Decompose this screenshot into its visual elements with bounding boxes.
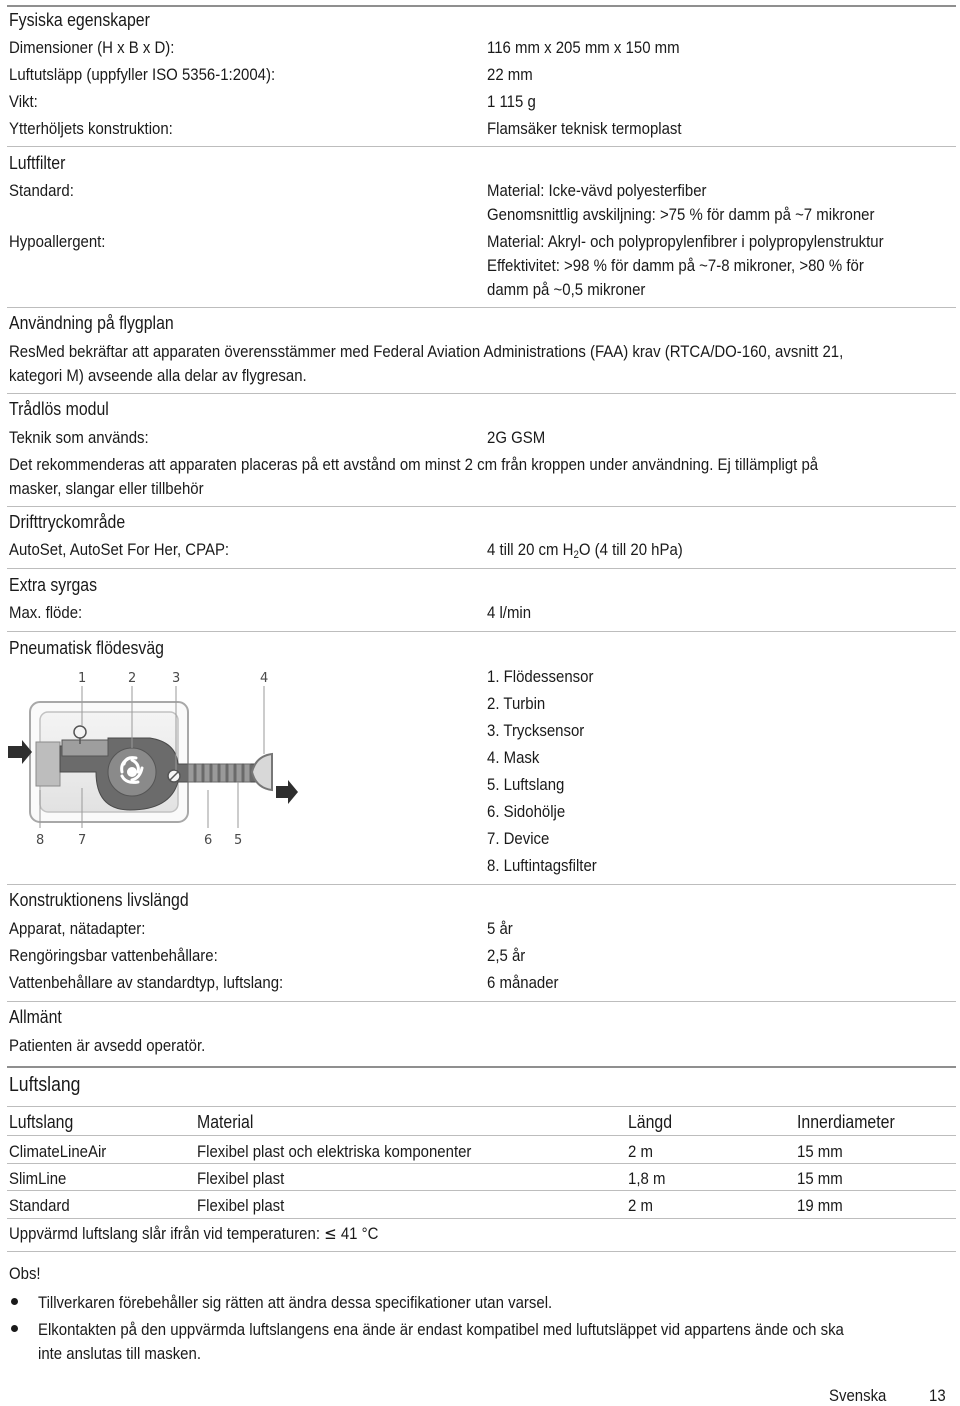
pneumatic-heading: Pneumatisk flödesväg — [9, 638, 164, 658]
lifetime-value: 5 år — [487, 919, 513, 938]
outlet-arrow-icon — [276, 780, 298, 804]
heated-tube-note: Uppvärmd luftslang slår ifrån vid temperaturen: ≤ 41 °C — [9, 1224, 379, 1244]
filter-block — [36, 742, 60, 786]
diagram-number: 1 — [78, 671, 87, 686]
table-cell: ClimateLineAir — [9, 1142, 107, 1161]
diagram-number: 3 — [172, 671, 181, 686]
filter-hypo-line: Effektivitet: >98 % för damm på ~7-8 mikroner, >80 % för — [487, 256, 864, 275]
pressure-label: AutoSet, AutoSet For Her, CPAP: — [9, 540, 230, 559]
spec-label: Luftutsläpp (uppfyller ISO 5356-1:2004): — [9, 65, 276, 84]
physical-heading: Fysiska egenskaper — [9, 10, 150, 30]
oxygen-heading: Extra syrgas — [9, 575, 98, 595]
filter-hypo-label: Hypoallergent: — [9, 232, 106, 251]
diagram-number: 4 — [260, 671, 269, 686]
table-rule — [7, 1106, 956, 1107]
diagram-number: 6 — [204, 833, 213, 848]
legend-item: 4. Mask — [487, 748, 540, 767]
aircraft-line: kategori M) avseende alla delar av flygresan. — [9, 366, 307, 385]
table-cell: 15 mm — [797, 1169, 843, 1188]
table-rule — [7, 1251, 956, 1252]
table-header-cell: Luftslang — [9, 1112, 74, 1132]
spec-value: Flamsäker teknisk termoplast — [487, 119, 682, 138]
table-cell: Flexibel plast och elektriska komponenter — [197, 1142, 472, 1161]
table-header-cell: Material — [197, 1112, 254, 1132]
section-rule — [7, 1066, 956, 1068]
table-cell: 2 m — [628, 1196, 653, 1215]
section-rule — [7, 393, 956, 394]
table-cell: Standard — [9, 1196, 70, 1215]
table-rule — [7, 1190, 956, 1191]
section-rule — [7, 631, 956, 632]
spec-label: Vikt: — [9, 92, 38, 111]
diagram-number: 7 — [78, 833, 87, 848]
legend-item: 7. Device — [487, 829, 550, 848]
lifetime-label: Apparat, nätadapter: — [9, 919, 146, 938]
section-rule — [7, 146, 956, 147]
filter-standard-line: Material: Icke-vävd polyesterfiber — [487, 181, 707, 200]
diagram-number: 8 — [36, 833, 45, 848]
wireless-heading: Trådlös modul — [9, 399, 109, 419]
pressure-value: 4 till 20 cm H2O (4 till 20 hPa) — [487, 540, 683, 561]
filter-standard-label: Standard: — [9, 181, 74, 200]
filter-hypo-line: Material: Akryl- och polypropylenfibrer i polypropylenstruktur — [487, 232, 884, 251]
legend-item: 2. Turbin — [487, 694, 546, 713]
lifetime-value: 2,5 år — [487, 946, 526, 965]
aircraft-heading: Användning på flygplan — [9, 313, 174, 333]
note-bullet-text: Elkontakten på den uppvärmda luftslangens ena ände är endast kompatibel med luftutsläppet vid appartens ände och ska — [38, 1320, 844, 1339]
section-rule — [7, 568, 956, 569]
note-bullet-text: inte anslutas till masken. — [38, 1344, 201, 1363]
section-rule — [7, 1001, 956, 1002]
table-cell: 15 mm — [797, 1142, 843, 1161]
filter-heading: Luftfilter — [9, 153, 66, 173]
lifetime-heading: Konstruktionens livslängd — [9, 890, 189, 910]
wireless-line: masker, slangar eller tillbehör — [9, 479, 204, 498]
oxygen-label: Max. flöde: — [9, 603, 83, 622]
pneumatic-flow-diagram — [0, 660, 320, 860]
aircraft-line: ResMed bekräftar att apparaten överensstämmer med Federal Aviation Administrations (FAA) krav (RTCA/DO-160, avsnitt 21, — [9, 342, 844, 361]
filter-standard-line: Genomsnittlig avskiljning: >75 % för damm på ~7 mikroner — [487, 205, 875, 224]
spec-value: 116 mm x 205 mm x 150 mm — [487, 38, 680, 57]
table-cell: Flexibel plast — [197, 1196, 285, 1215]
table-cell: 19 mm — [797, 1196, 843, 1215]
diagram-number: 2 — [128, 671, 137, 686]
table-cell: 2 m — [628, 1142, 653, 1161]
filter-hypo-line: damm på ~0,5 mikroner — [487, 280, 646, 299]
legend-item: 3. Trycksensor — [487, 721, 585, 740]
section-rule — [7, 506, 956, 507]
table-rule — [7, 1163, 956, 1164]
top-rule — [7, 5, 956, 7]
table-cell: SlimLine — [9, 1169, 67, 1188]
table-header-cell: Längd — [628, 1112, 673, 1132]
legend-item: 8. Luftintagsfilter — [487, 856, 597, 875]
lifetime-label: Vattenbehållare av standardtyp, luftslang: — [9, 973, 284, 992]
bullet-icon — [11, 1325, 18, 1332]
lifetime-value: 6 månader — [487, 973, 559, 992]
spec-label: Ytterhöljets konstruktion: — [9, 119, 173, 138]
spec-value: 22 mm — [487, 65, 533, 84]
mask-icon — [252, 754, 272, 790]
spec-label: Dimensioner (H x B x D): — [9, 38, 175, 57]
wireless-tech-label: Teknik som används: — [9, 428, 149, 447]
page-number: 13 — [929, 1386, 946, 1405]
table-cell: Flexibel plast — [197, 1169, 285, 1188]
table-rule — [7, 1218, 956, 1219]
oxygen-value: 4 l/min — [487, 603, 532, 622]
table-rule — [7, 1135, 956, 1136]
less-equal-symbol: ≤ — [324, 1224, 337, 1244]
note-bullet-text: Tillverkaren förebehåller sig rätten att ändra dessa specifikationer utan varsel. — [38, 1293, 553, 1312]
flow-sensor-dial — [74, 726, 86, 738]
bullet-icon — [11, 1298, 18, 1305]
legend-item: 1. Flödessensor — [487, 667, 594, 686]
table-header-cell: Innerdiameter — [797, 1112, 895, 1132]
general-text: Patienten är avsedd operatör. — [9, 1036, 206, 1055]
flow-sensor — [62, 740, 108, 756]
inlet-arrow-icon — [8, 740, 32, 764]
diagram-number: 5 — [234, 833, 243, 848]
lifetime-label: Rengöringsbar vattenbehållare: — [9, 946, 218, 965]
legend-item: 6. Sidohölje — [487, 802, 566, 821]
wireless-tech-value: 2G GSM — [487, 428, 546, 447]
table-cell: 1,8 m — [628, 1169, 666, 1188]
note-heading: Obs! — [9, 1264, 41, 1283]
tubing-heading: Luftslang — [9, 1074, 81, 1096]
general-heading: Allmänt — [9, 1007, 62, 1027]
footer-language: Svenska — [829, 1386, 887, 1405]
spec-value: 1 115 g — [487, 92, 536, 111]
legend-item: 5. Luftslang — [487, 775, 565, 794]
wireless-line: Det rekommenderas att apparaten placeras på ett avstånd om minst 2 cm från kroppen under användning. Ej tillämpligt på — [9, 455, 819, 474]
section-rule — [7, 307, 956, 308]
section-rule — [7, 884, 956, 885]
subscript: 2 — [573, 549, 579, 561]
pressure-heading: Drifttryckområde — [9, 512, 126, 532]
